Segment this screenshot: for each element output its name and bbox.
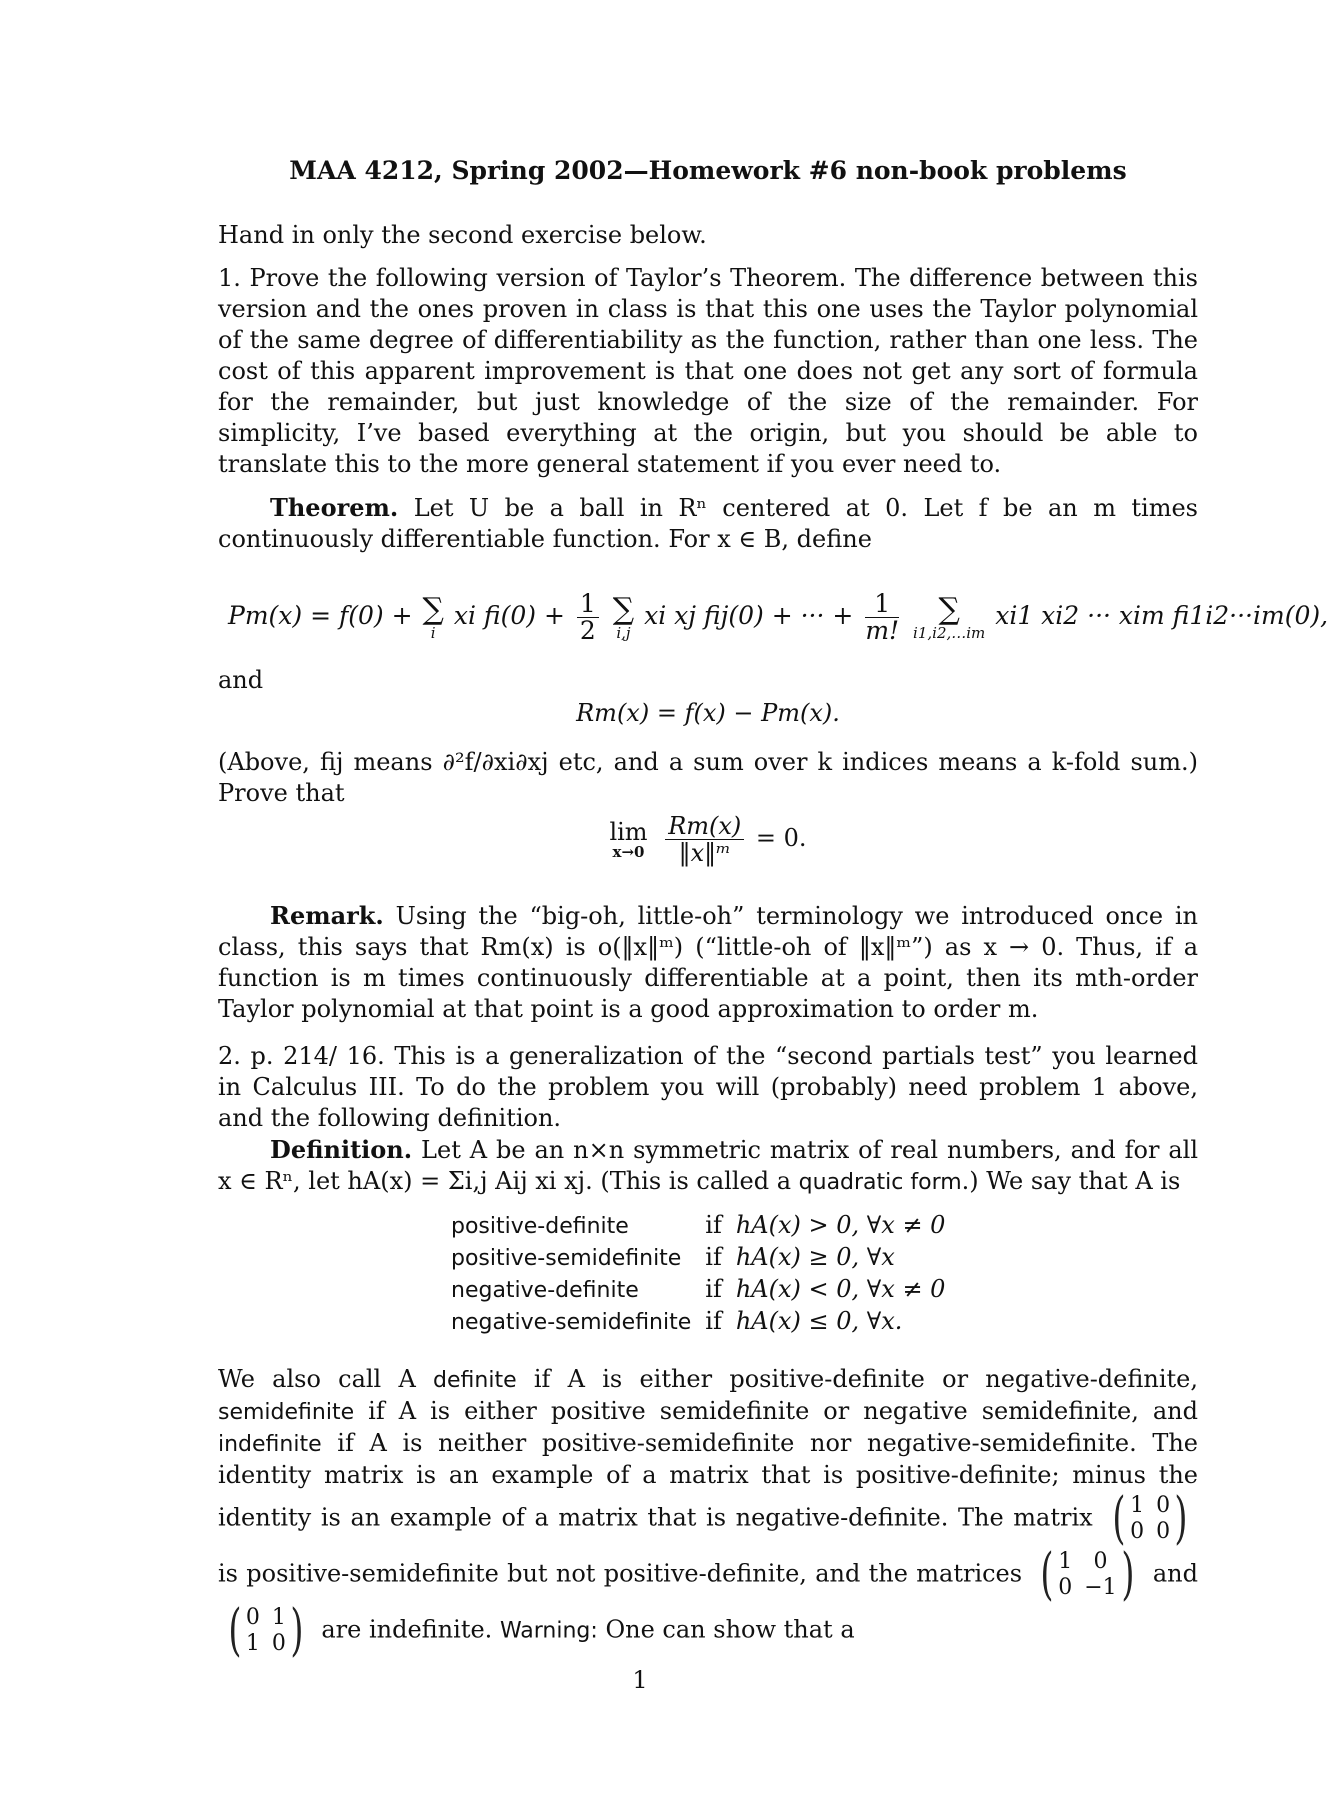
quadratic-form-term: quadratic form <box>798 1170 962 1195</box>
text-span: and <box>1152 1559 1198 1588</box>
problem-1-text: 1. Prove the following version of Taylor’s Theorem. The difference between this version and the ones proven in class is that this one uses the Taylor polynomial of the same degree of differentiability as the function, rather than one less. The cost of this apparent improvement is that one does not get any sort of formula for the remainder, but just knowledge of the size of the remainder. For simplicity, I’ve based everything at the origin, but you should be able to translate this to the more general statement if you ever need to. <box>218 264 1198 478</box>
text-span: is positive-semidefinite but not positive-definite, <box>218 1559 807 1588</box>
definition-paragraph <box>218 1134 1198 1198</box>
remark-text: Using the “big-oh, little-oh” terminology we introduced once in class, this says that Rm(x) is o(‖x‖ᵐ) (“little-oh of ‖x‖ᵐ”) as x → 0. Thus, if a function is m times continuously differentiable at a point, then its mth-order Taylor polynomial at that point is a good approximation to order m. <box>218 902 1198 1023</box>
theorem-text: Let U be a ball in Rⁿ centered at 0. Let f be an m times continuously differentiable function. For x ∈ B, define <box>218 494 1199 553</box>
matrix-entry: 1 <box>245 1631 260 1656</box>
sum-over-indices: ∑ i1,i2,…im <box>913 591 986 642</box>
text-span: if A is either positive semidefinite or negative semidefinite, and <box>368 1397 1198 1425</box>
pm-lhs: Pm(x) = f(0) + <box>228 601 413 630</box>
theorem-label: Theorem. <box>270 493 399 522</box>
indefinite-term: indefinite <box>218 1432 322 1457</box>
definition-row <box>451 1210 959 1242</box>
definition-condition: hA(x) > 0, ∀x ≠ 0 <box>735 1211 946 1239</box>
page-number: 1 <box>632 1666 648 1694</box>
text-span: if A is neither positive-semidefinite nor negative-semidefinite. The identity matrix is an example of a matrix that is positive-definite; minus the identity is an example of a matrix that is negative-definite. The matrix <box>218 1429 1199 1532</box>
definition-term: positive-definite <box>451 1214 629 1239</box>
matrix-entry: 0 <box>1130 1519 1145 1544</box>
definition-text-b: .) We say that A is <box>961 1167 1181 1195</box>
warning-label: Warning: <box>499 1618 598 1644</box>
definition-text-a: Let A be an n×n symmetric matrix of real numbers, and for all x ∈ Rⁿ, let hA(x) = Σi,j Aij xi xj. (This is called a <box>218 1136 1198 1195</box>
definition-if: if <box>705 1243 722 1271</box>
definition-row <box>451 1306 959 1338</box>
definition-condition: hA(x) ≥ 0, ∀x <box>735 1243 895 1271</box>
definition-row <box>451 1242 959 1274</box>
text-span: if A is either positive-definite or negative-definite, <box>533 1365 1198 1393</box>
limit-rhs: = 0. <box>755 824 807 852</box>
text-span: One can show that a <box>605 1615 855 1644</box>
matrix-entry: 1 <box>271 1605 286 1630</box>
matrix-indefinite-example-1: ( 1 0 0 −1 ) <box>1040 1542 1135 1607</box>
definition-if: if <box>705 1307 722 1335</box>
definition-term: positive-semidefinite <box>451 1246 682 1271</box>
limit-fraction: $\frac{Rm(x)}{\text{‖x‖ᵐ}}$ <box>665 813 744 866</box>
matrix-indefinite-example-2: ( 0 1 1 0 ) <box>228 1598 304 1663</box>
remark-label: Remark. <box>270 901 384 930</box>
definition-row <box>451 1274 959 1306</box>
matrix-entry: 0 <box>1058 1575 1073 1600</box>
second-order-term: xi xj fij(0) + ··· + <box>644 601 854 630</box>
taylor-polynomial-formula <box>218 575 1328 653</box>
matrix-entry: 0 <box>1156 1519 1171 1544</box>
matrix-entry: 0 <box>271 1631 286 1656</box>
document-page <box>218 155 1328 1671</box>
sum-over-i: ∑ i <box>422 591 444 642</box>
mth-order-term: xi1 xi2 ··· xim fi1i2···im(0), <box>995 601 1328 630</box>
intro-text: Hand in only the second exercise below. <box>218 221 707 249</box>
definition-if: if <box>705 1275 722 1303</box>
definition-condition: hA(x) < 0, ∀x ≠ 0 <box>735 1275 946 1303</box>
semidefinite-term: semidefinite <box>218 1400 355 1425</box>
problem-2-text: 2. p. 214/ 16. This is a generalization of the “second partials test” you learned in Calculus III. To do the problem you will (probably) need problem 1 above, and the following definition. <box>218 1042 1198 1132</box>
matrix-semidefinite-example: ( 1 0 0 0 ) <box>1112 1486 1188 1551</box>
matrix-entry: 0 <box>1093 1549 1108 1574</box>
definitions-table <box>451 1210 959 1338</box>
above-note: (Above, fij means ∂²f/∂xi∂xj etc, and a sum over k indices means a k-fold sum.) Prove that <box>218 748 1198 807</box>
theorem-paragraph <box>218 492 1198 555</box>
matrix-entry: 1 <box>1130 1493 1145 1518</box>
definite-paragraph <box>218 1364 1199 1663</box>
definition-label: Definition. <box>270 1135 413 1164</box>
limit-formula <box>218 813 1198 866</box>
matrix-entry: −1 <box>1084 1575 1117 1600</box>
limit-operator: lim x→0 <box>609 817 648 861</box>
definition-term: negative-semidefinite <box>451 1310 692 1335</box>
m-factorial-fraction: $\frac{1}{m!}$ <box>865 589 900 645</box>
matrix-entry: 0 <box>1156 1493 1171 1518</box>
half-fraction: $\frac{1}{2}$ <box>577 591 599 644</box>
page-title: MAA 4212, Spring 2002—Homework #6 non-book problems <box>289 156 1127 185</box>
first-order-term: xi fi(0) + <box>453 601 565 630</box>
sum-over-ij: ∑ i,j <box>612 591 635 642</box>
remark-paragraph <box>218 900 1198 1025</box>
text-span: We also call A <box>218 1365 416 1393</box>
definite-term: definite <box>433 1368 517 1393</box>
text-span: and the matrices <box>815 1559 1023 1588</box>
text-span: are indefinite. <box>321 1615 493 1644</box>
remainder-formula: Rm(x) = f(x) − Pm(x). <box>576 699 840 727</box>
matrix-entry: 0 <box>245 1605 260 1630</box>
definition-term: negative-definite <box>451 1278 639 1303</box>
definition-if: if <box>705 1211 722 1239</box>
definition-condition: hA(x) ≤ 0, ∀x. <box>735 1307 903 1335</box>
matrix-entry: 1 <box>1058 1549 1073 1574</box>
and-word: and <box>218 666 264 694</box>
